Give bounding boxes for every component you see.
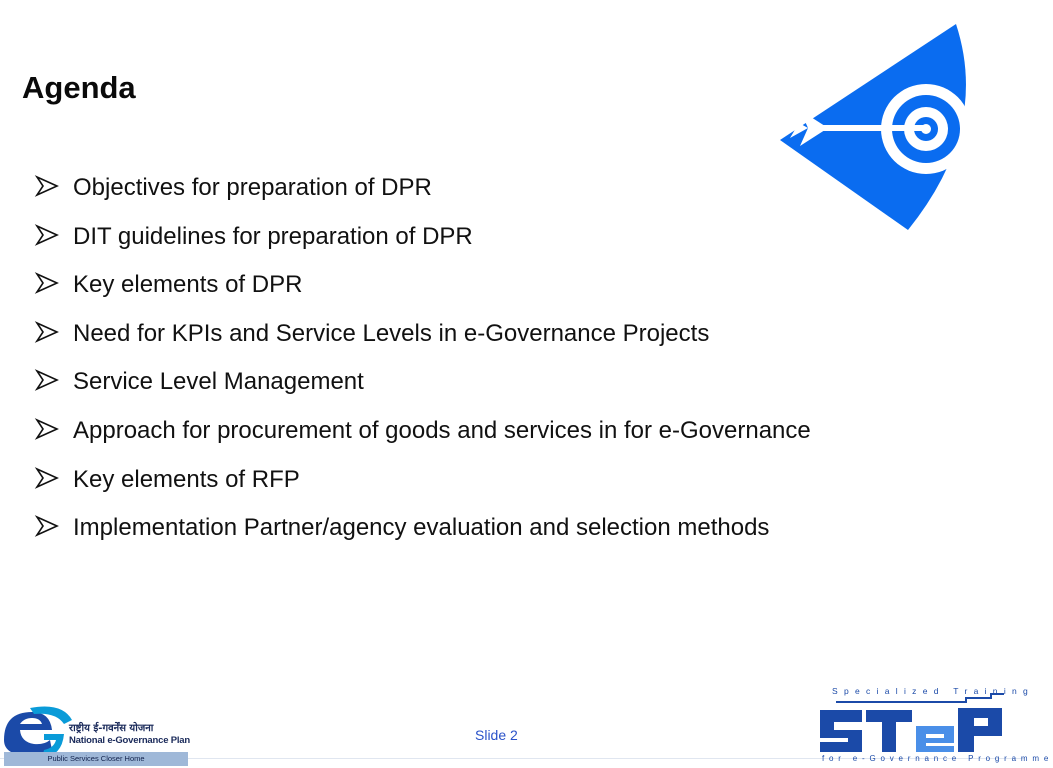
list-item-text: Service Level Management bbox=[73, 368, 364, 396]
arrowhead-bullet-icon bbox=[36, 322, 58, 342]
list-item-text: Objectives for preparation of DPR bbox=[73, 174, 432, 201]
list-item-text: Need for KPIs and Service Levels in e-Governance Projects bbox=[73, 319, 710, 347]
list-item-text: Key elements of DPR bbox=[73, 271, 303, 299]
step-bottom-text: for e-Governance Programme bbox=[822, 754, 1053, 763]
arrowhead-bullet-icon bbox=[36, 176, 58, 196]
arrowhead-bullet-icon bbox=[36, 370, 58, 390]
target-arrow-icon bbox=[778, 22, 978, 234]
slide-number: Slide 2 bbox=[475, 727, 518, 743]
list-item-text: DIT guidelines for preparation of DPR bbox=[73, 222, 473, 250]
arrowhead-bullet-icon bbox=[36, 273, 58, 293]
arrowhead-bullet-icon bbox=[36, 468, 58, 488]
list-item-text: Approach for procurement of goods and services in for e-Governance bbox=[73, 416, 811, 444]
egov-tagline-bar bbox=[4, 752, 188, 766]
arrowhead-bullet-icon bbox=[36, 225, 58, 245]
egov-name: National e-Governance Plan bbox=[69, 735, 190, 746]
list-item-text: Implementation Partner/agency evaluation and selection methods bbox=[73, 514, 770, 542]
step-top-text: Specialized Training bbox=[832, 686, 1035, 696]
list-item-text: Key elements of RFP bbox=[73, 465, 300, 493]
arrowhead-bullet-icon bbox=[36, 516, 58, 536]
arrowhead-bullet-icon bbox=[36, 419, 58, 439]
slide-title: Agenda bbox=[22, 70, 136, 105]
egov-hindi-name: राष्ट्रीय ई-गवर्नेंस योजना bbox=[69, 723, 154, 734]
egov-tagline: Public Services Closer Home bbox=[47, 754, 145, 763]
